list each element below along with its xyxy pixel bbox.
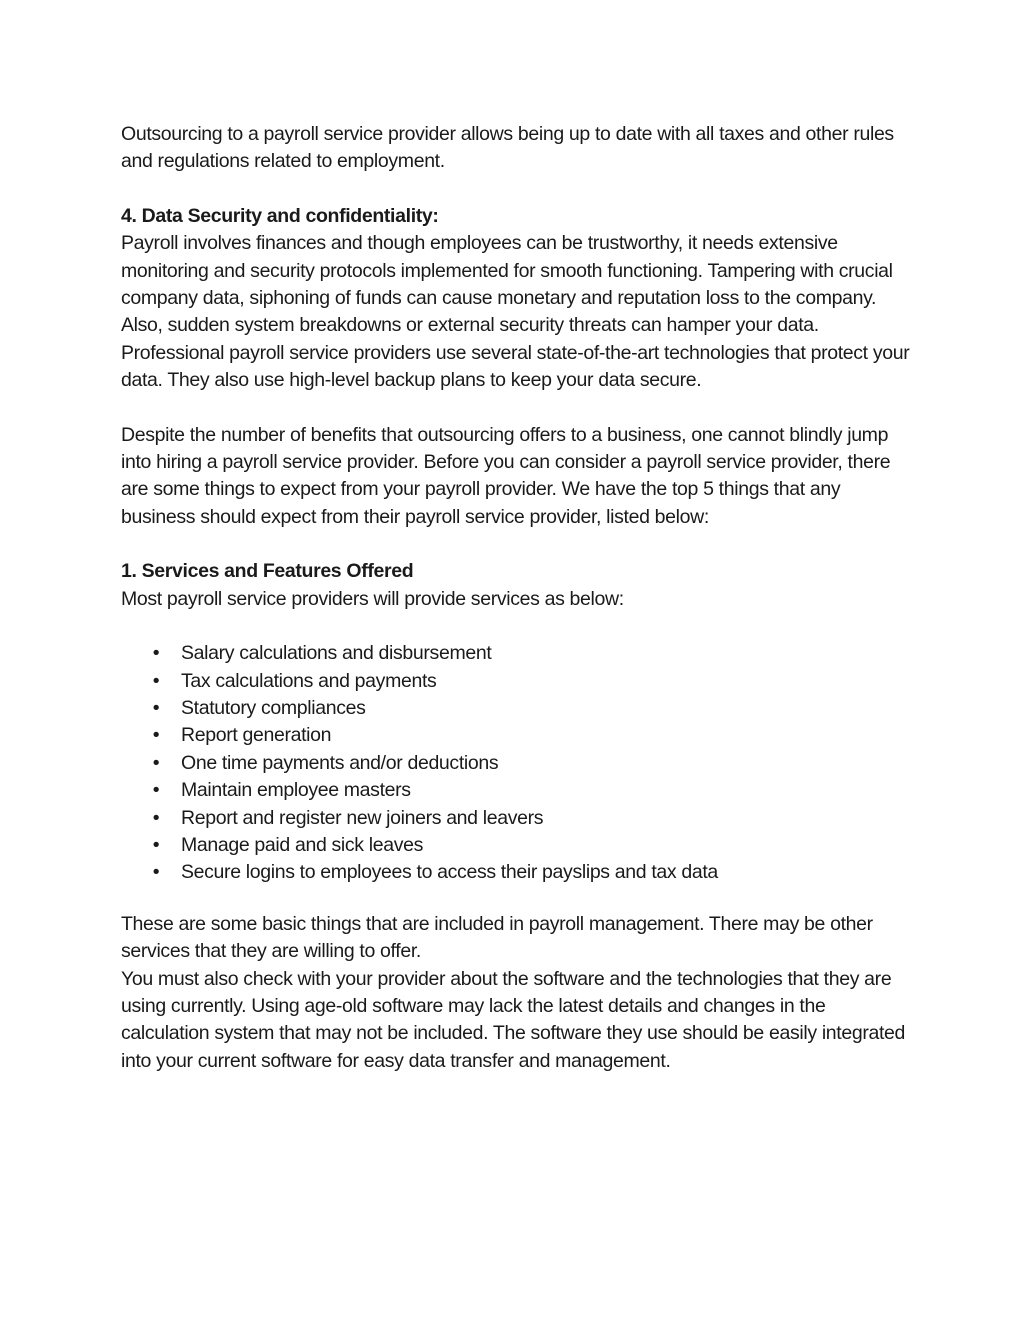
section-heading-services: 1. Services and Features Offered	[121, 560, 414, 583]
data-security-paragraph: Payroll involves finances and though employees can be trustworthy, it needs extensive monitoring and security protocols implemented for smooth functioning. Tampering with crucial company data, siphoning of funds can cause monetary and reputation loss to the company. Also, sudden system breakdowns or external security threats can hamper your data. Professional payroll service providers use several state-of-the-art technologies that protect your data. They also use high-level backup plans to keep your data secure.	[121, 232, 910, 392]
section-heading-data-security: 4. Data Security and confidentiality:	[121, 204, 439, 227]
list-item	[121, 668, 911, 695]
list-item	[121, 777, 911, 804]
bullet-icon: •	[152, 751, 160, 774]
list-item	[121, 805, 911, 832]
list-item	[121, 859, 911, 886]
list-item-text: Report generation	[181, 724, 332, 747]
services-list	[121, 640, 911, 887]
services-lead-paragraph: Most payroll service providers will provide services as below:	[121, 587, 624, 610]
intro-paragraph: Outsourcing to a payroll service provider allows being up to date with all taxes and other rules and regulations related to employment.	[121, 123, 894, 173]
bullet-icon: •	[152, 833, 160, 856]
closing-paragraph-2: You must also check with your provider about the software and the technologies that they are using currently. Using age-old software may lack the latest details and changes in the calculation system that may not be included. The software they use should be easily integrated into your current software for easy data transfer and management.	[121, 967, 906, 1072]
list-item-text: Report and register new joiners and leavers	[181, 806, 544, 829]
list-item-text: Salary calculations and disbursement	[181, 642, 492, 665]
list-item	[121, 750, 911, 777]
bullet-icon: •	[152, 779, 160, 802]
list-item	[121, 722, 911, 749]
list-item-text: Statutory compliances	[181, 696, 366, 719]
closing-paragraph-1: These are some basic things that are included in payroll management. There may be other services that they are willing to offer.	[121, 912, 873, 963]
list-item	[121, 640, 911, 667]
list-item-text: One time payments and/or deductions	[181, 751, 499, 774]
bullet-icon: •	[152, 642, 160, 665]
list-item	[121, 832, 911, 859]
list-item-text: Tax calculations and payments	[181, 669, 437, 692]
list-item-text: Manage paid and sick leaves	[181, 833, 424, 856]
bullet-icon: •	[152, 861, 160, 884]
bullet-icon: •	[152, 696, 160, 719]
bullet-icon: •	[152, 724, 160, 747]
list-item-text: Maintain employee masters	[181, 779, 411, 802]
document-page	[121, 121, 911, 1075]
list-item-text: Secure logins to employees to access their payslips and tax data	[181, 861, 718, 884]
bullet-icon: •	[152, 669, 160, 692]
bullet-icon: •	[152, 806, 160, 829]
benefits-paragraph: Despite the number of benefits that outsourcing offers to a business, one cannot blindly jump into hiring a payroll service provider. Before you can consider a payroll service provider, there are some things to expect from your payroll provider. We have the top 5 things that any business should expect from their payroll service provider, listed below:	[121, 423, 891, 528]
list-item	[121, 695, 911, 722]
